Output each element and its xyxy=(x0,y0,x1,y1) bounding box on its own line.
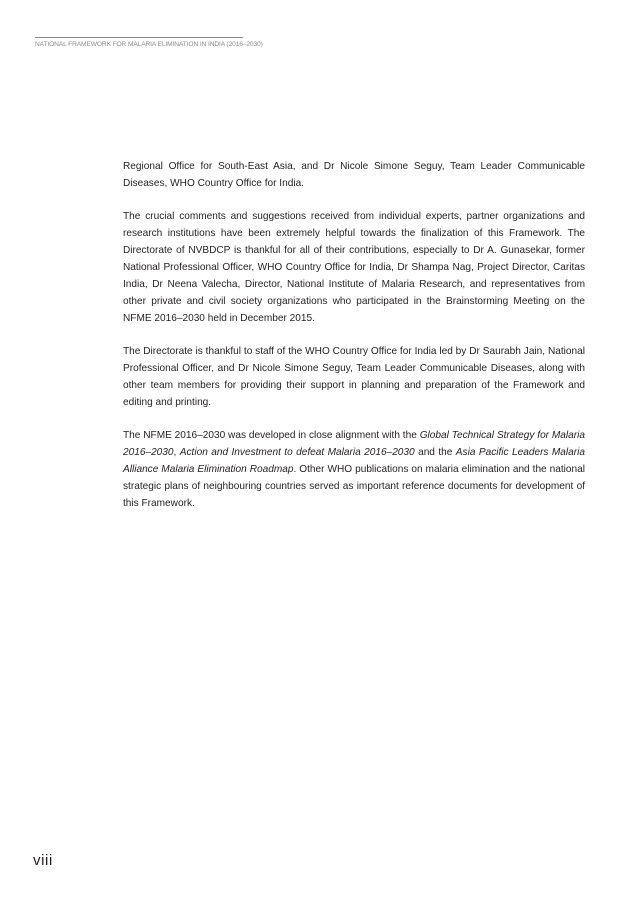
paragraph: The Directorate is thankful to staff of the WHO Country Office for India led by Dr Saurabh Jain, National Professional Officer, and Dr Nicole Simone Seguy, Team Leader Communicable Diseases, along with other team members for providing their support in planning and preparation of the Framework and editing and printing. xyxy=(123,346,585,408)
text-run: , xyxy=(173,447,180,459)
paragraph: The crucial comments and suggestions received from individual experts, partner organizations and research institutions have been extremely helpful towards the finalization of this Framework. The Directorate of NVBDCP is thankful for all of their contributions, especially to Dr A. Gunasekar, former National Professional Officer, WHO Country Office for India, Dr Shampa Nag, Project Director, Caritas India, Dr Neena Valecha, Director, National Institute of Malaria Research, and representatives from other private and civil society organizations who participated in the Brainstorming Meeting on the NFME 2016–2030 held in December 2015. xyxy=(123,211,585,324)
paragraph xyxy=(123,428,585,513)
header-rule xyxy=(35,37,243,38)
paragraph: Regional Office for South-East Asia, and Dr Nicole Simone Seguy, Team Leader Communicable Diseases, WHO Country Office for India. xyxy=(123,161,585,189)
publication-title: Global Technical Strategy for Malaria 2016–2030 xyxy=(123,430,585,459)
text-run: and the xyxy=(414,447,456,459)
text-run: The NFME 2016–2030 was developed in close alignment with the xyxy=(123,430,420,442)
running-header: NATIONAL FRAMEWORK FOR MALARIA ELIMINATION IN INDIA (2016–2030) xyxy=(35,41,263,48)
page-number: viii xyxy=(33,852,53,869)
text-run: . Other WHO publications on malaria elimination and the national strategic plans of neighbouring countries served as important reference documents for development of this Framework. xyxy=(123,464,585,509)
body-text xyxy=(123,159,585,529)
publication-title: Action and Investment to defeat Malaria 2016–2030 xyxy=(179,447,415,459)
publication-title: Asia Pacific Leaders Malaria Alliance Malaria Elimination Roadmap xyxy=(123,447,585,476)
